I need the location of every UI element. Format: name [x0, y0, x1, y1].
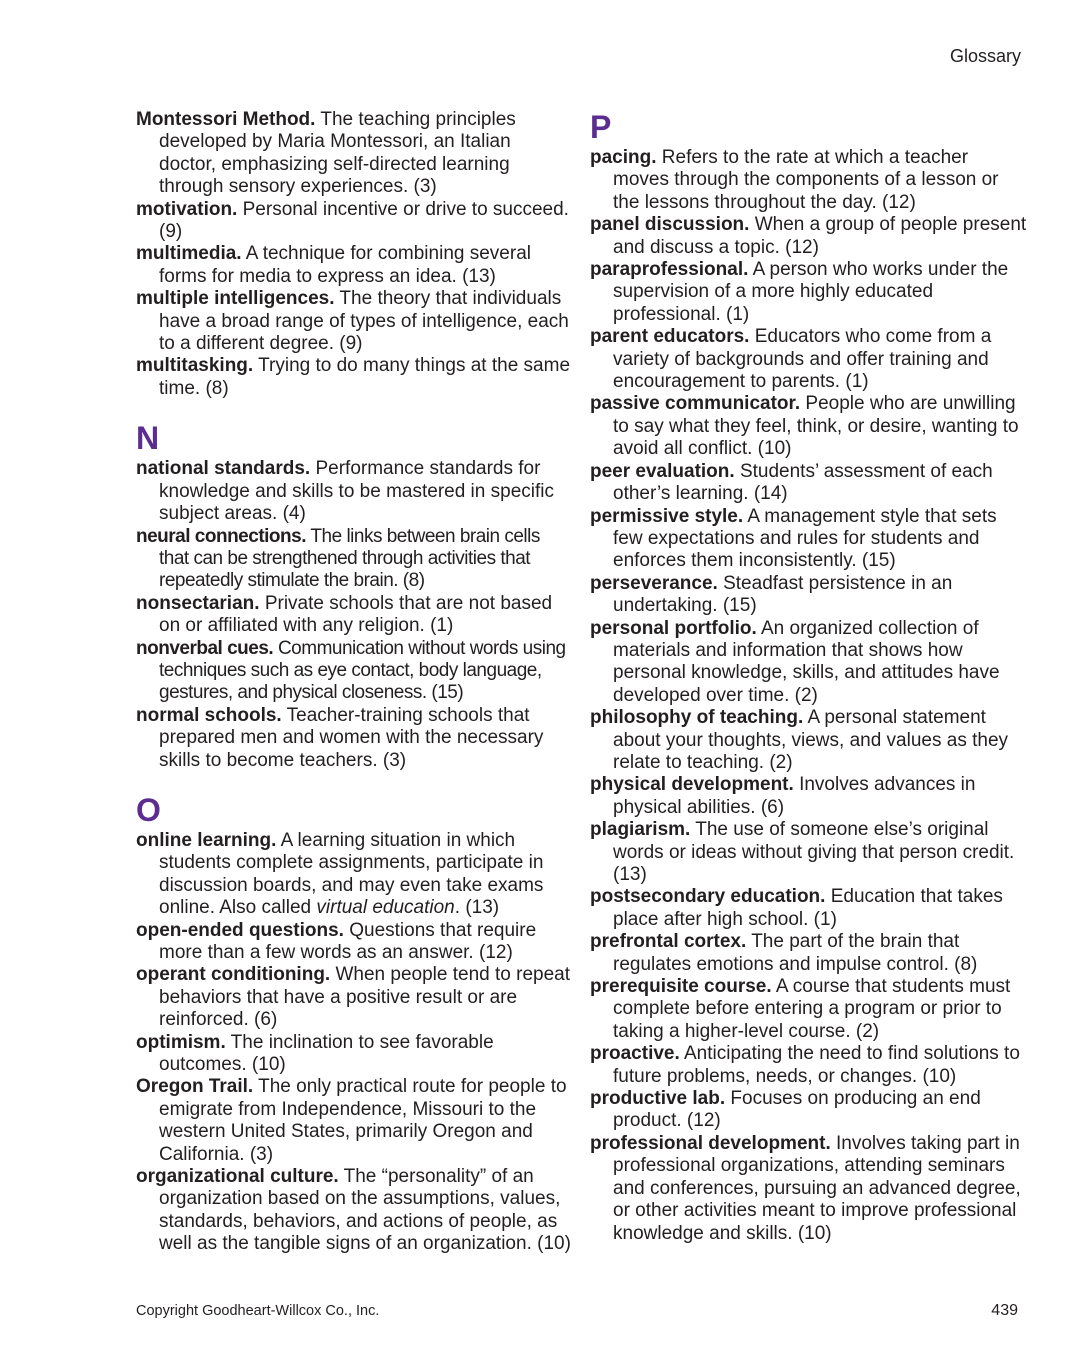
glossary-term: paraprofessional. [590, 259, 749, 281]
glossary-definition: Anticipating the need to find solutions to future problems, needs, or changes. (10) [613, 1043, 1020, 1087]
glossary-entry [590, 506, 1028, 573]
glossary-term: perseverance. [590, 572, 718, 594]
glossary-definition: Teacher-training schools that prepared men and women with the necessary skills to become teachers. (3) [159, 704, 544, 771]
glossary-definition: A personal statement about your thoughts, views, and values as they relate to teaching. (2) [613, 707, 1009, 773]
glossary-term: permissive style. [590, 505, 744, 527]
glossary-entry [590, 618, 1028, 708]
glossary-entry [136, 199, 572, 244]
glossary-definition: Involves taking part in professional organizations, attending seminars and conferences, pursuing an advanced degree, or other activities meant to improve professional knowledge and skills. (10) [613, 1132, 1021, 1244]
glossary-definition: Education that takes place after high school. (1) [613, 886, 1003, 930]
glossary-term: proactive. [590, 1043, 680, 1065]
glossary-term: normal schools. [136, 704, 282, 726]
glossary-entry [136, 243, 572, 288]
glossary-entry [590, 573, 1028, 618]
glossary-definition: A technique for combining several forms for media to express an idea. (13) [159, 243, 531, 287]
glossary-term: prerequisite course. [590, 976, 772, 998]
glossary-entry [590, 819, 1028, 886]
glossary-entry [590, 1088, 1028, 1133]
glossary-term: multimedia. [136, 243, 242, 265]
glossary-definition: The only practical route for people to emigrate from Independence, Missouri to the western United States, primarily Oregon and California. (3) [159, 1076, 567, 1165]
glossary-term: productive lab. [590, 1088, 726, 1110]
glossary-entry [590, 707, 1028, 774]
glossary-term: nonsectarian. [136, 592, 260, 614]
glossary-entry [136, 288, 572, 355]
glossary-entry [136, 964, 572, 1031]
glossary-entry [136, 458, 572, 525]
glossary-definition: The links between brain cells that can be strengthened through activities that repeatedly stimulate the brain. (8) [159, 525, 540, 592]
glossary-definition: A person who works under the supervision of a more highly educated professional. (1) [613, 259, 1009, 325]
glossary-definition: Steadfast persistence in an undertaking. (15) [613, 572, 953, 617]
glossary-term: Oregon Trail. [136, 1076, 254, 1098]
glossary-term: peer evaluation. [590, 460, 735, 482]
glossary-entry [136, 526, 572, 593]
glossary-entry [590, 461, 1028, 506]
glossary-entry [590, 214, 1028, 259]
glossary-term: online learning. [136, 829, 277, 851]
glossary-definition: A learning situation in which students complete assignments, participate in discussion boards, and may even take exams online. Also called [159, 829, 544, 919]
glossary-entry [136, 1166, 572, 1256]
glossary-term: parent educators. [590, 326, 750, 348]
glossary-entry [136, 1076, 572, 1166]
glossary-term: personal portfolio. [590, 617, 757, 639]
glossary-entry [136, 355, 572, 400]
glossary-definition: Private schools that are not based on or affiliated with any religion. (1) [159, 592, 553, 637]
glossary-definition: Trying to do many things at the same time. (8) [159, 355, 571, 399]
glossary-entry [136, 705, 572, 772]
glossary-term: pacing. [590, 147, 657, 168]
glossary-entry [590, 393, 1028, 460]
letter-heading-o: O [136, 791, 161, 828]
glossary-entry [136, 109, 572, 199]
definition-end: . (13) [454, 897, 500, 919]
glossary-entry [136, 593, 572, 638]
glossary-entry [136, 638, 572, 705]
glossary-entry [590, 147, 1028, 214]
glossary-term: physical development. [590, 774, 794, 796]
right-column [590, 109, 1028, 1245]
glossary-entry [136, 830, 572, 920]
glossary-definition: A management style that sets few expectations and rules for students and enforces them inconsistently. (15) [613, 505, 997, 572]
glossary-term: neural connections. [136, 525, 306, 547]
glossary-term: professional development. [590, 1132, 831, 1154]
glossary-definition: Refers to the rate at which a teacher moves through the components of a lesson or the lessons throughout the day. (12) [613, 147, 999, 213]
glossary-definition: Communication without words using techniques such as eye contact, body language, gestures, and physical closeness. (15) [159, 637, 566, 704]
glossary-term: open-ended questions. [136, 919, 344, 941]
page-number: 439 [991, 1302, 1018, 1319]
n-entries [136, 458, 572, 772]
glossary-term: national standards. [136, 458, 311, 480]
glossary-definition: The inclination to see favorable outcomes. (10) [159, 1031, 494, 1076]
glossary-definition: Involves advances in physical abilities. (6) [613, 774, 976, 818]
glossary-term: nonverbal cues. [136, 637, 274, 659]
glossary-entry [590, 259, 1028, 326]
glossary-term: passive communicator. [590, 393, 801, 415]
glossary-term: multiple intelligences. [136, 288, 335, 310]
glossary-entry [590, 774, 1028, 819]
glossary-definition: Questions that require more than a few words as an answer. (12) [159, 919, 537, 963]
glossary-entry [590, 886, 1028, 931]
glossary-entry [136, 1032, 572, 1077]
glossary-definition: Personal incentive or drive to succeed. (9) [159, 198, 569, 243]
glossary-entry [590, 326, 1028, 393]
italic-term: virtual education [316, 897, 455, 919]
glossary-definition: Students’ assessment of each other’s learning. (14) [613, 460, 993, 505]
glossary-definition: Focuses on producing an end product. (12) [613, 1088, 981, 1132]
glossary-definition: A course that students must complete before entering a program or prior to taking a higher-level course. (2) [613, 976, 1011, 1042]
glossary-definition: Performance standards for knowledge and skills to be mastered in specific subject areas. (4) [159, 458, 554, 525]
m-entries [136, 109, 572, 400]
glossary-definition: Educators who come from a variety of backgrounds and offer training and encouragement to parents. (1) [613, 326, 992, 393]
glossary-term: multitasking. [136, 355, 254, 377]
glossary-definition: An organized collection of materials and information that shows how personal knowledge, skills, and attitudes have developed over time. (2) [613, 617, 1000, 706]
glossary-term: panel discussion. [590, 214, 750, 236]
glossary-term: philosophy of teaching. [590, 707, 804, 729]
glossary-term: prefrontal cortex. [590, 931, 747, 953]
glossary-term: optimism. [136, 1031, 226, 1053]
running-head: Glossary [949, 46, 1021, 66]
glossary-entry [590, 1043, 1028, 1088]
glossary-definition: The teaching principles developed by Maria Montessori, an Italian doctor, emphasizing self-directed learning through sensory experiences. (3) [159, 109, 516, 198]
glossary-term: organizational culture. [136, 1166, 339, 1188]
glossary-definition: The theory that individuals have a broad range of types of intelligence, each to a different degree. (9) [159, 288, 569, 355]
glossary-definition: The part of the brain that regulates emotions and impulse control. (8) [613, 931, 978, 975]
letter-heading-p: P [590, 109, 612, 145]
glossary-entry [590, 931, 1028, 976]
glossary-term: motivation. [136, 198, 238, 220]
glossary-entry [136, 920, 572, 965]
p-entries [590, 147, 1028, 1245]
o-entries [136, 830, 572, 1256]
glossary-definition: When a group of people present and discuss a topic. (12) [613, 214, 1027, 258]
glossary-definition: When people tend to repeat behaviors that have a positive result or are reinforced. (6) [159, 964, 570, 1031]
glossary-definition: People who are unwilling to say what they feel, think, or desire, wanting to avoid all conflict. (10) [613, 393, 1019, 460]
left-column [136, 109, 572, 1256]
glossary-definition: The “personality” of an organization based on the assumptions, values, standards, behaviors, and actions of people, as well as the tangible signs of an organization. (10) [159, 1166, 571, 1255]
glossary-term: operant conditioning. [136, 964, 331, 986]
glossary-entry [590, 1133, 1028, 1245]
glossary-term: postsecondary education. [590, 886, 826, 908]
glossary-term: Montessori Method. [136, 109, 316, 130]
letter-heading-n: N [136, 420, 160, 457]
copyright: Copyright Goodheart-Willcox Co., Inc. [136, 1303, 380, 1319]
glossary-entry [590, 976, 1028, 1043]
glossary-definition: The use of someone else’s original words or ideas without giving that person credit. (13) [613, 819, 1015, 885]
glossary-term: plagiarism. [590, 819, 691, 841]
